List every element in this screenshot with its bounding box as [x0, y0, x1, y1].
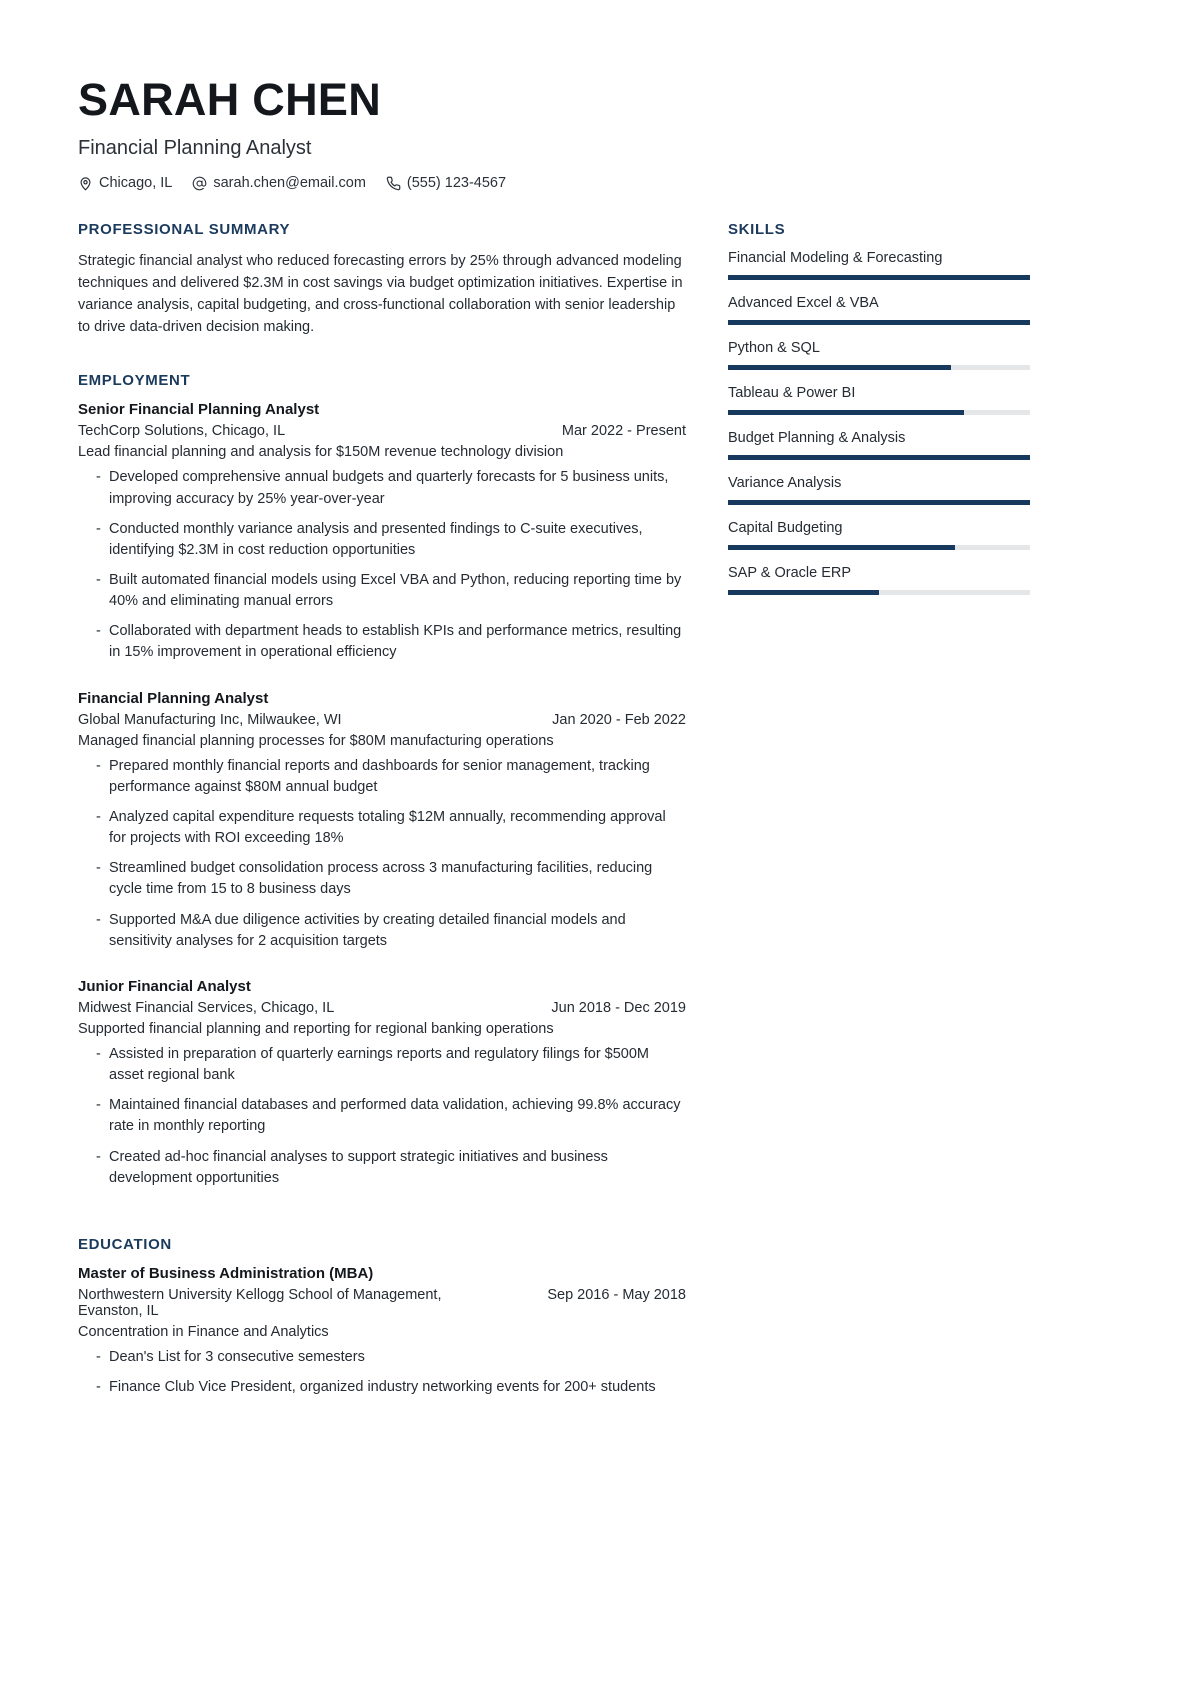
job-organization: Midwest Financial Services, Chicago, IL: [78, 999, 335, 1016]
education-institution: Northwestern University Kellogg School of Management, Evanston, IL: [78, 1286, 442, 1319]
bullet-item: - Prepared monthly financial reports and dashboards for senior management, tracking performance against $80M annual budget: [78, 756, 686, 798]
resume-header: [78, 76, 1122, 191]
education-bullets: [78, 1347, 686, 1398]
section-title-skills: SKILLS: [728, 221, 786, 239]
phone-icon: [386, 176, 401, 191]
skill-label: Tableau & Power BI: [728, 385, 856, 402]
bullet-item: - Developed comprehensive annual budgets and quarterly forecasts for 5 business units, improving accuracy by 25% year-over-year: [78, 467, 686, 509]
education-entry: [78, 1265, 686, 1398]
contact-location: [78, 175, 172, 191]
bullet-item: - Analyzed capital expenditure requests totaling $12M annually, recommending approval for projects with ROI exceeding 18%: [78, 807, 686, 849]
skill-label: Variance Analysis: [728, 475, 842, 492]
bullet-item: - Supported M&A due diligence activities by creating detailed financial models and sensitivity analyses for 2 acquisition targets: [78, 910, 686, 952]
skill-bar-fill: [728, 590, 879, 595]
section-professional-summary: [78, 221, 686, 338]
job-dates: Mar 2022 - Present: [561, 423, 686, 440]
job-meta: [78, 712, 686, 728]
contact-phone: [386, 175, 506, 191]
skill-label: Budget Planning & Analysis: [728, 430, 906, 447]
bullet-item: - Built automated financial models using Excel VBA and Python, reducing reporting time by 40% and eliminating manual errors: [78, 570, 686, 612]
job-bullets: [78, 1044, 686, 1189]
bullet-item: - Streamlined budget consolidation process across 3 manufacturing facilities, reducing cycle time from 15 to 8 business days: [78, 858, 686, 900]
skill-bar-fill: [728, 365, 951, 370]
skill-bar-fill: [728, 545, 955, 550]
job-description: Lead financial planning and analysis for $150M revenue technology division: [78, 444, 564, 461]
skill-label: Financial Modeling & Forecasting: [728, 250, 943, 267]
job-title: Financial Planning Analyst: [78, 689, 269, 707]
job-dates: Jun 2018 - Dec 2019: [551, 999, 686, 1016]
summary-text: Strategic financial analyst who reduced forecasting errors by 25% through advanced modeling techniques and delivered $2.3M in cost savings via budget optimization initiatives. Expertise in variance analysis, capital budgeting, and cross-functional collaboration with senior leadership to drive data-driven decision making.: [78, 253, 683, 336]
candidate-name: SARAH CHEN: [78, 74, 382, 125]
job-description: Supported financial planning and reporting for regional banking operations: [78, 1020, 554, 1037]
education-meta: [78, 1287, 686, 1319]
location-pin-icon: [78, 176, 93, 191]
bullet-item: - Assisted in preparation of quarterly earnings reports and regulatory filings for $500M asset regional bank: [78, 1044, 686, 1086]
education-dates: Sep 2016 - May 2018: [547, 1286, 686, 1303]
job-title: Senior Financial Planning Analyst: [78, 401, 320, 419]
contact-location-value: Chicago, IL: [99, 175, 173, 192]
skill-label: Advanced Excel & VBA: [728, 295, 879, 312]
employment-entry: [78, 690, 686, 952]
skill-bar-track: [728, 455, 1030, 460]
employment-entry: [78, 978, 686, 1189]
section-title-employment: EMPLOYMENT: [78, 372, 191, 390]
contact-phone-value: (555) 123-4567: [406, 175, 507, 192]
job-organization: TechCorp Solutions, Chicago, IL: [78, 423, 286, 440]
employment-entry: [78, 401, 686, 663]
skill-bar-track: [728, 500, 1030, 505]
job-bullets: [78, 467, 686, 663]
job-dates: Jan 2020 - Feb 2022: [552, 711, 686, 728]
skill-item: [728, 250, 1030, 280]
sidebar-column: [728, 221, 1030, 621]
section-education: [78, 1236, 686, 1398]
skill-item: [728, 340, 1030, 370]
skill-bar-track: [728, 320, 1030, 325]
contact-email-value: sarah.chen@email.com: [213, 175, 366, 192]
skill-bar-fill: [728, 455, 1030, 460]
skill-bar-track: [728, 590, 1030, 595]
skill-label: Python & SQL: [728, 340, 820, 357]
job-bullets: [78, 756, 686, 952]
job-meta: [78, 1000, 686, 1016]
skill-bar-track: [728, 545, 1030, 550]
skill-item: [728, 520, 1030, 550]
job-title: Junior Financial Analyst: [78, 977, 251, 995]
skill-bar-fill: [728, 410, 964, 415]
skill-item: [728, 565, 1030, 595]
job-description: Managed financial planning processes for $80M manufacturing operations: [78, 732, 554, 749]
skill-bar-track: [728, 275, 1030, 280]
bullet-item: - Created ad-hoc financial analyses to support strategic initiatives and business development opportunities: [78, 1147, 686, 1189]
at-sign-icon: [192, 176, 207, 191]
section-title-education: EDUCATION: [78, 1235, 172, 1253]
job-meta: [78, 423, 686, 439]
skill-item: [728, 385, 1030, 415]
candidate-headline: Financial Planning Analyst: [78, 137, 312, 160]
skill-bar-track: [728, 365, 1030, 370]
bullet-item: - Finance Club Vice President, organized industry networking events for 200+ students: [78, 1377, 686, 1398]
bullet-item: - Maintained financial databases and performed data validation, achieving 99.8% accuracy rate in monthly reporting: [78, 1095, 686, 1137]
contact-row: [78, 175, 1122, 191]
bullet-item: - Dean's List for 3 consecutive semesters: [78, 1347, 686, 1368]
skill-bar-fill: [728, 500, 1030, 505]
bullet-item: - Collaborated with department heads to establish KPIs and performance metrics, resulting in 15% improvement in operational efficiency: [78, 621, 686, 663]
section-employment: [78, 372, 686, 1188]
skill-label: SAP & Oracle ERP: [728, 565, 852, 582]
skill-item: [728, 430, 1030, 460]
skill-bar-fill: [728, 275, 1030, 280]
section-title-summary: PROFESSIONAL SUMMARY: [78, 221, 291, 239]
job-organization: Global Manufacturing Inc, Milwaukee, WI: [78, 711, 342, 728]
skill-label: Capital Budgeting: [728, 520, 843, 537]
resume-body: [78, 221, 1122, 1424]
main-column: [78, 221, 686, 1424]
degree-title: Master of Business Administration (MBA): [78, 1264, 374, 1282]
education-description: Concentration in Finance and Analytics: [78, 1323, 329, 1340]
contact-email: [192, 175, 366, 191]
skill-item: [728, 295, 1030, 325]
skill-bar-track: [728, 410, 1030, 415]
section-skills: [728, 221, 1030, 595]
bullet-item: - Conducted monthly variance analysis and presented findings to C-suite executives, identifying $2.3M in cost reduction opportunities: [78, 519, 686, 561]
skill-item: [728, 475, 1030, 505]
skill-bar-fill: [728, 320, 1030, 325]
